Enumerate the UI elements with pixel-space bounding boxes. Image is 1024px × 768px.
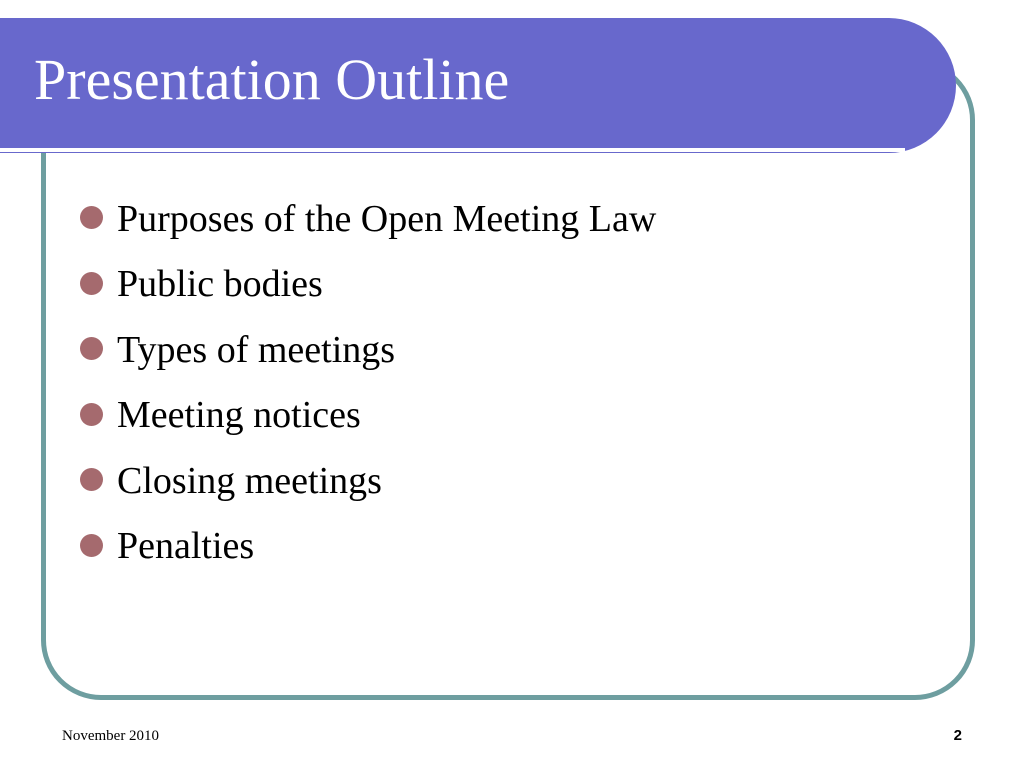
bullet-text: Penalties [117, 525, 255, 568]
title-underline [0, 148, 905, 152]
bullet-icon [80, 534, 103, 557]
bullet-icon [80, 468, 103, 491]
footer-date: November 2010 [62, 728, 160, 744]
bullet-item [80, 514, 656, 580]
bullet-icon [80, 403, 103, 426]
page-number: 2 [953, 727, 962, 744]
bullet-item [80, 383, 656, 449]
bullet-text: Public bodies [117, 263, 323, 306]
bullet-icon [80, 337, 103, 360]
bullet-item [80, 252, 656, 318]
bullet-text: Closing meetings [117, 459, 382, 502]
bullet-text: Purposes of the Open Meeting Law [117, 197, 657, 240]
bullet-list [80, 186, 656, 579]
bullet-text: Meeting notices [117, 394, 361, 437]
bullet-item [80, 317, 656, 383]
slide-title: Presentation Outline [34, 47, 510, 112]
bullet-icon [80, 206, 103, 229]
bullet-item [80, 186, 656, 252]
bullet-text: Types of meetings [117, 328, 396, 371]
bullet-item [80, 448, 656, 514]
bullet-icon [80, 272, 103, 295]
